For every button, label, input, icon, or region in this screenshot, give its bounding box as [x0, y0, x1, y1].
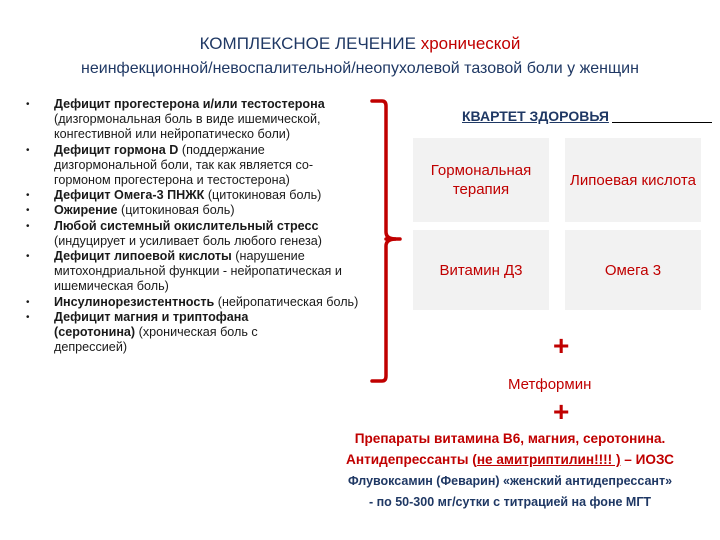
list-item — [24, 97, 364, 143]
list-item-rest: (дизгормональная боль в виде ишемической, конгестивной или нейропатическо боли) — [54, 112, 321, 142]
bullet-icon: • — [26, 99, 30, 110]
page-title-line1 — [0, 34, 720, 54]
deficit-list — [24, 97, 364, 355]
list-item-bold: Инсулинорезистентность — [54, 294, 215, 309]
quartet-underline — [612, 122, 712, 123]
bottom-line-2 — [300, 452, 720, 467]
bullet-icon: • — [26, 251, 30, 263]
bullet-icon: • — [26, 296, 30, 308]
list-item-bold: Ожирение — [54, 203, 118, 218]
list-item-bold: Дефицит магния и триптофана (серотонина) — [54, 309, 249, 340]
quartet-cell: Гормональная терапия — [413, 138, 549, 222]
list-item-rest: (цитокиновая боль) — [204, 188, 322, 203]
list-item-bold: Дефицит Омега-3 ПНЖК — [54, 188, 205, 203]
list-item — [24, 249, 364, 295]
list-item-rest: (индуцирует и усиливает боль любого генеза) — [54, 233, 322, 248]
list-item-rest: (поддержание дизгормональной боли, так как является со-гормоном прогестерона и тестостерона) — [54, 142, 314, 188]
list-item — [24, 203, 364, 218]
quartet-grid — [413, 138, 709, 310]
bullet-icon: • — [26, 205, 30, 217]
bottom-line-2b: – ИОЗС — [620, 452, 674, 467]
list-item-rest: (хроническая боль с депрессией) — [54, 325, 258, 355]
list-item-bold: Дефицит прогестерона и/или тестостерона — [54, 97, 325, 111]
list-item — [24, 143, 364, 189]
title-main: КОМПЛЕКСНОЕ ЛЕЧЕНИЕ — [199, 34, 416, 53]
list-item-rest: (нейропатическая боль) — [214, 294, 359, 309]
title-accent: хронической — [420, 34, 521, 53]
list-item-rest: (нарушение митохондриальной функции - нейропатическая и ишемическая боль) — [54, 249, 342, 294]
quartet-cell: Липоевая кислота — [565, 138, 701, 222]
bullet-icon: • — [26, 311, 30, 323]
list-item — [24, 188, 364, 203]
list-item-bold: Дефицит липоевой кислоты — [54, 249, 232, 264]
quartet-cell: Витамин Д3 — [413, 230, 549, 310]
plus-icon: + — [553, 330, 570, 361]
bottom-line-2a: Антидепрессанты ( — [346, 452, 477, 467]
bullet-icon: • — [26, 220, 30, 232]
red-bracket-icon — [368, 98, 412, 388]
plus-icon: + — [553, 396, 570, 427]
bottom-line-3: Флувоксамин (Феварин) «женский антидепрессант» — [347, 474, 673, 488]
metformin-label: Метформин — [508, 376, 592, 393]
list-item-bold: Любой системный окислительный стресс — [54, 218, 319, 233]
list-item-rest: (цитокиновая боль) — [117, 203, 235, 218]
bottom-line-4: - по 50-300 мг/сутки с титрацией на фоне МГТ — [368, 495, 652, 509]
list-item — [24, 310, 309, 356]
list-item — [24, 295, 364, 310]
bottom-line-1: Препараты витамина В6, магния, серотонина. — [354, 431, 666, 446]
list-item — [24, 219, 364, 249]
quartet-title: КВАРТЕТ ЗДОРОВЬЯ — [462, 108, 609, 124]
bullet-icon: • — [26, 144, 30, 156]
page-title-line2: неинфекционной/невоспалительной/неопухолевой тазовой боли у женщин — [81, 60, 639, 77]
quartet-cell: Омега 3 — [565, 230, 701, 310]
list-item-bold: Дефицит гормона D — [54, 142, 179, 157]
bottom-line-2-underlined: не амитриптилин!!!! ) — [476, 452, 621, 467]
bullet-icon: • — [26, 190, 30, 202]
